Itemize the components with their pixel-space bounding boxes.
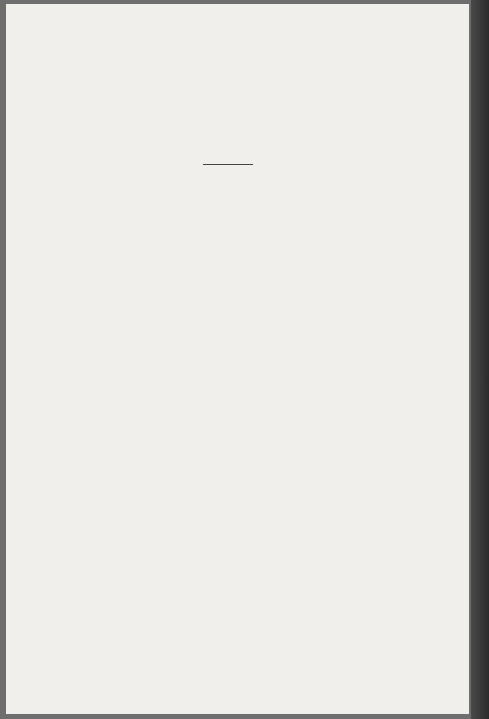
document-page xyxy=(6,4,469,714)
title-divider xyxy=(203,164,253,165)
book-spine-shadow xyxy=(471,0,489,719)
